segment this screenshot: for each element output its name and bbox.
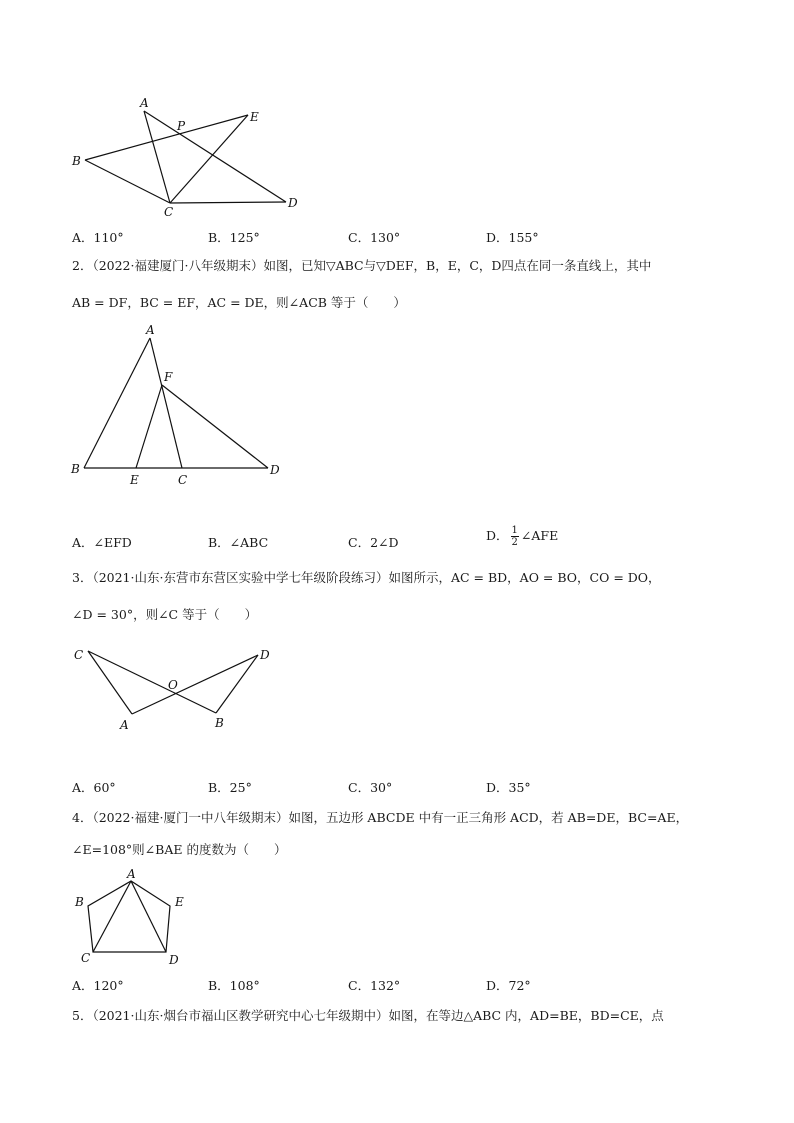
segment-CD bbox=[170, 202, 286, 203]
q3-stem-line1: 3．（2021·山东·东营市东营区实验中学七年级阶段练习）如图所示，AC = BD，AO = BO，CO = DO， bbox=[72, 570, 661, 585]
label-B: B bbox=[71, 462, 80, 476]
label-F: F bbox=[164, 370, 173, 384]
label-B: B bbox=[75, 895, 84, 909]
q4-option-c: C．132° bbox=[348, 978, 401, 993]
label-B: B bbox=[215, 716, 224, 730]
q2-option-d bbox=[486, 525, 558, 548]
pentagon-ABCDE bbox=[88, 881, 170, 952]
segment-AB bbox=[84, 338, 150, 468]
label-D: D bbox=[169, 953, 179, 967]
segment-FD bbox=[162, 385, 268, 468]
label-P: P bbox=[177, 119, 186, 133]
q3-option-a: A．60° bbox=[72, 780, 116, 795]
figure-3-diagram bbox=[60, 635, 300, 735]
fraction-denominator: 2 bbox=[511, 537, 518, 548]
label-C: C bbox=[164, 205, 174, 219]
q3-stem-line2: ∠D = 30°，则∠C 等于（ ） bbox=[72, 607, 258, 622]
q1-option-b: B．125° bbox=[208, 230, 260, 245]
q4-option-d: D．72° bbox=[486, 978, 531, 993]
q2-option-b: B．∠ABC bbox=[208, 535, 269, 550]
label-D: D bbox=[270, 463, 280, 477]
q2-option-d-suffix: ∠AFE bbox=[520, 528, 559, 543]
q3-options bbox=[72, 778, 752, 798]
q4-option-a: A．120° bbox=[72, 978, 124, 993]
q4-option-b: B．108° bbox=[208, 978, 260, 993]
label-C: C bbox=[74, 648, 84, 662]
label-D: D bbox=[260, 648, 270, 662]
label-A: A bbox=[140, 96, 149, 110]
segment-BC bbox=[85, 160, 170, 203]
fraction-numerator: 1 bbox=[511, 525, 518, 536]
segment-BD bbox=[216, 655, 258, 713]
q1-option-d: D．155° bbox=[486, 230, 539, 245]
segment-FE bbox=[136, 385, 162, 468]
label-C: C bbox=[81, 951, 91, 965]
label-E: E bbox=[250, 110, 259, 124]
label-B: B bbox=[72, 154, 81, 168]
q2-option-d-prefix: D． bbox=[486, 528, 509, 543]
segment-CB bbox=[88, 651, 216, 713]
q2-option-c: C．2∠D bbox=[348, 535, 399, 550]
segment-CA bbox=[88, 651, 132, 714]
q1-option-a: A．110° bbox=[72, 230, 124, 245]
figure-2-diagram bbox=[60, 318, 300, 493]
segment-AD bbox=[132, 655, 258, 714]
q4-stem-line1: 4．（2022·福建·厦门一中八年级期末）如图，五边形 ABCDE 中有一正三角形 ACD，若 AB=DE，BC=AE， bbox=[72, 810, 689, 825]
label-C: C bbox=[178, 473, 188, 487]
q5-stem-line1: 5．（2021·山东·烟台市福山区教学研究中心七年级期中）如图，在等边△ABC 内，AD=BE，BD=CE，点 bbox=[72, 1008, 664, 1023]
segment-AC bbox=[150, 338, 182, 468]
segment-BE bbox=[85, 115, 248, 160]
q2-options bbox=[72, 525, 752, 553]
label-O: O bbox=[168, 678, 178, 692]
label-D: D bbox=[288, 196, 298, 210]
q2-stem-line1: 2．（2022·福建厦门·八年级期末）如图，已知▽ABC与▽DEF，B，E，C，D四点在同一条直线上，其中 bbox=[72, 258, 652, 273]
label-E: E bbox=[175, 895, 184, 909]
q3-option-d: D．35° bbox=[486, 780, 531, 795]
q3-option-c: C．30° bbox=[348, 780, 393, 795]
figure-1-diagram bbox=[60, 90, 320, 220]
q1-option-c: C．130° bbox=[348, 230, 401, 245]
q4-options bbox=[72, 976, 752, 996]
q4-stem-line2: ∠E=108°则∠BAE 的度数为（ ） bbox=[72, 842, 287, 857]
label-A: A bbox=[127, 867, 136, 881]
figure-4-diagram bbox=[65, 866, 195, 971]
q2-stem-line2: AB = DF，BC = EF，AC = DE，则∠ACB 等于（ ） bbox=[72, 295, 406, 310]
q2-option-a: A．∠EFD bbox=[72, 535, 132, 550]
label-A: A bbox=[120, 718, 129, 732]
q1-options bbox=[72, 228, 752, 248]
half-fraction bbox=[511, 525, 519, 548]
q3-option-b: B．25° bbox=[208, 780, 252, 795]
label-A: A bbox=[146, 323, 155, 337]
label-E: E bbox=[130, 473, 139, 487]
